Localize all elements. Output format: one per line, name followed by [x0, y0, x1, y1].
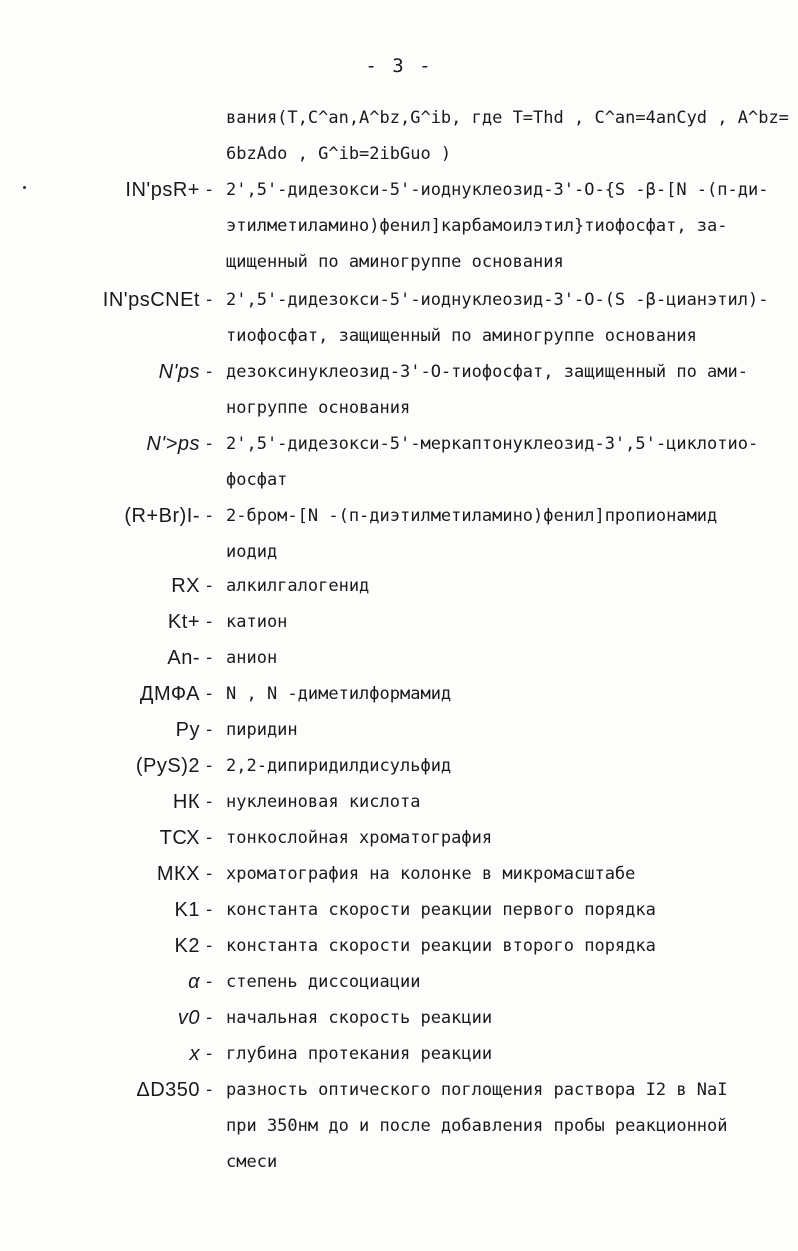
abbreviation: (PyS)2 [135, 755, 200, 777]
definition-line: N , N -диметилформамид [226, 684, 452, 704]
abbreviation: N'>ps [146, 433, 200, 455]
definition-line: константа скорости реакции второго порядка [226, 936, 656, 956]
definition-line: дезоксинуклеозид-3'-О-тиофосфат, защищенный по ами- [226, 362, 748, 382]
definition [226, 426, 774, 498]
dash: - [204, 1008, 215, 1028]
definition [226, 498, 774, 570]
definition-line: тиофосфат, защищенный по аминогруппе основания [226, 326, 697, 346]
abbreviation: v0 [177, 1007, 200, 1029]
definition-line: катион [226, 612, 288, 632]
scan-speck [23, 186, 26, 189]
dash: - [204, 828, 215, 848]
dash: - [204, 684, 215, 704]
dash: - [204, 290, 215, 310]
definition-line: 2-бром-[N -(п-диэтилметиламино)фенил]пропионамид [226, 506, 718, 526]
definition-line: 2',5'-дидезокси-5'-иоднуклеозид-3'-О-(S -β-цианэтил)- [226, 290, 769, 310]
definition [226, 928, 774, 964]
definition [226, 172, 774, 280]
definition [226, 856, 774, 892]
dash: - [204, 362, 215, 382]
definition-line: 2,2-дипиридилдисульфид [226, 756, 452, 776]
definition-line: пиридин [226, 720, 298, 740]
definition [226, 604, 774, 640]
abbreviation: K2 [174, 935, 200, 957]
dash: - [204, 434, 215, 454]
definition-line: смеси [226, 1152, 278, 1172]
abbreviation: Py [175, 719, 200, 741]
continued-definition [226, 100, 789, 172]
definition-line: при 350нм до и после добавления пробы реакционной [226, 1116, 728, 1136]
definition [226, 640, 774, 676]
abbreviation: ΔD350 [136, 1079, 200, 1101]
abbreviation: Kt+ [167, 611, 200, 633]
definition [226, 282, 774, 354]
definition [226, 748, 774, 784]
definition-line: 2',5'-дидезокси-5'-меркаптонуклеозид-3',5'-циклотио- [226, 434, 759, 454]
definition [226, 820, 774, 856]
definition-line: нуклеиновая кислота [226, 792, 421, 812]
definition-line: 6bzAdo , G^ib=2ibGuo ) [226, 144, 452, 164]
definition-line: 2',5'-дидезокси-5'-иоднуклеозид-3'-О-{S -β-[N -(п-ди- [226, 180, 769, 200]
definition [226, 712, 774, 748]
dash: - [204, 576, 215, 596]
abbreviation: N'ps [158, 361, 200, 383]
definition-line: разность оптического поглощения раствора I2 в NaI [226, 1080, 728, 1100]
definition [226, 1072, 774, 1180]
definition [226, 676, 774, 712]
definition-line: ногруппе основания [226, 398, 411, 418]
definition [226, 1036, 774, 1072]
dash: - [204, 792, 215, 812]
abbreviation: ТСХ [159, 827, 200, 849]
abbreviation: IN'psCNEt [102, 289, 200, 311]
dash: - [204, 864, 215, 884]
abbreviation: α [188, 971, 200, 993]
definition-line: этилметиламино)фенил]карбамоилэтил}тиофосфат, за- [226, 216, 728, 236]
abbreviation: IN'psR+ [125, 179, 200, 201]
abbreviation: RX [171, 575, 200, 597]
definition [226, 1000, 774, 1036]
definition-line: фосфат [226, 470, 288, 490]
definition-line: начальная скорость реакции [226, 1008, 493, 1028]
dash: - [204, 936, 215, 956]
dash: - [204, 612, 215, 632]
dash: - [204, 648, 215, 668]
dash: - [204, 1044, 215, 1064]
definition-line: алкилгалогенид [226, 576, 370, 596]
definition-line: степень диссоциации [226, 972, 421, 992]
abbreviation: НК [172, 791, 200, 813]
abbreviation: K1 [174, 899, 200, 921]
definition-line: хроматография на колонке в микромасштабе [226, 864, 636, 884]
abbreviation: (R+Br)I- [124, 505, 200, 527]
abbreviation: An- [167, 647, 200, 669]
abbreviation: МКХ [156, 863, 200, 885]
definition-line: тонкослойная хроматография [226, 828, 493, 848]
dash: - [204, 972, 215, 992]
definition [226, 568, 774, 604]
definition [226, 784, 774, 820]
page-number: - 3 - [365, 55, 433, 77]
definition [226, 892, 774, 928]
dash: - [204, 506, 215, 526]
dash: - [204, 900, 215, 920]
dash: - [204, 756, 215, 776]
definition-line: глубина протекания реакции [226, 1044, 493, 1064]
definition-line: анион [226, 648, 278, 668]
dash: - [204, 720, 215, 740]
definition-line: вания(T,C^an,A^bz,G^ib, где T=Thd , C^an=4anCyd , A^bz= [226, 108, 789, 128]
definition-line: иодид [226, 542, 278, 562]
definition [226, 964, 774, 1000]
abbreviation: ДМФА [139, 683, 200, 705]
definition-line: щищенный по аминогруппе основания [226, 252, 564, 272]
dash: - [204, 1080, 215, 1100]
definition [226, 354, 774, 426]
definition-line: константа скорости реакции первого порядка [226, 900, 656, 920]
dash: - [204, 180, 215, 200]
abbreviation: x [189, 1043, 200, 1065]
